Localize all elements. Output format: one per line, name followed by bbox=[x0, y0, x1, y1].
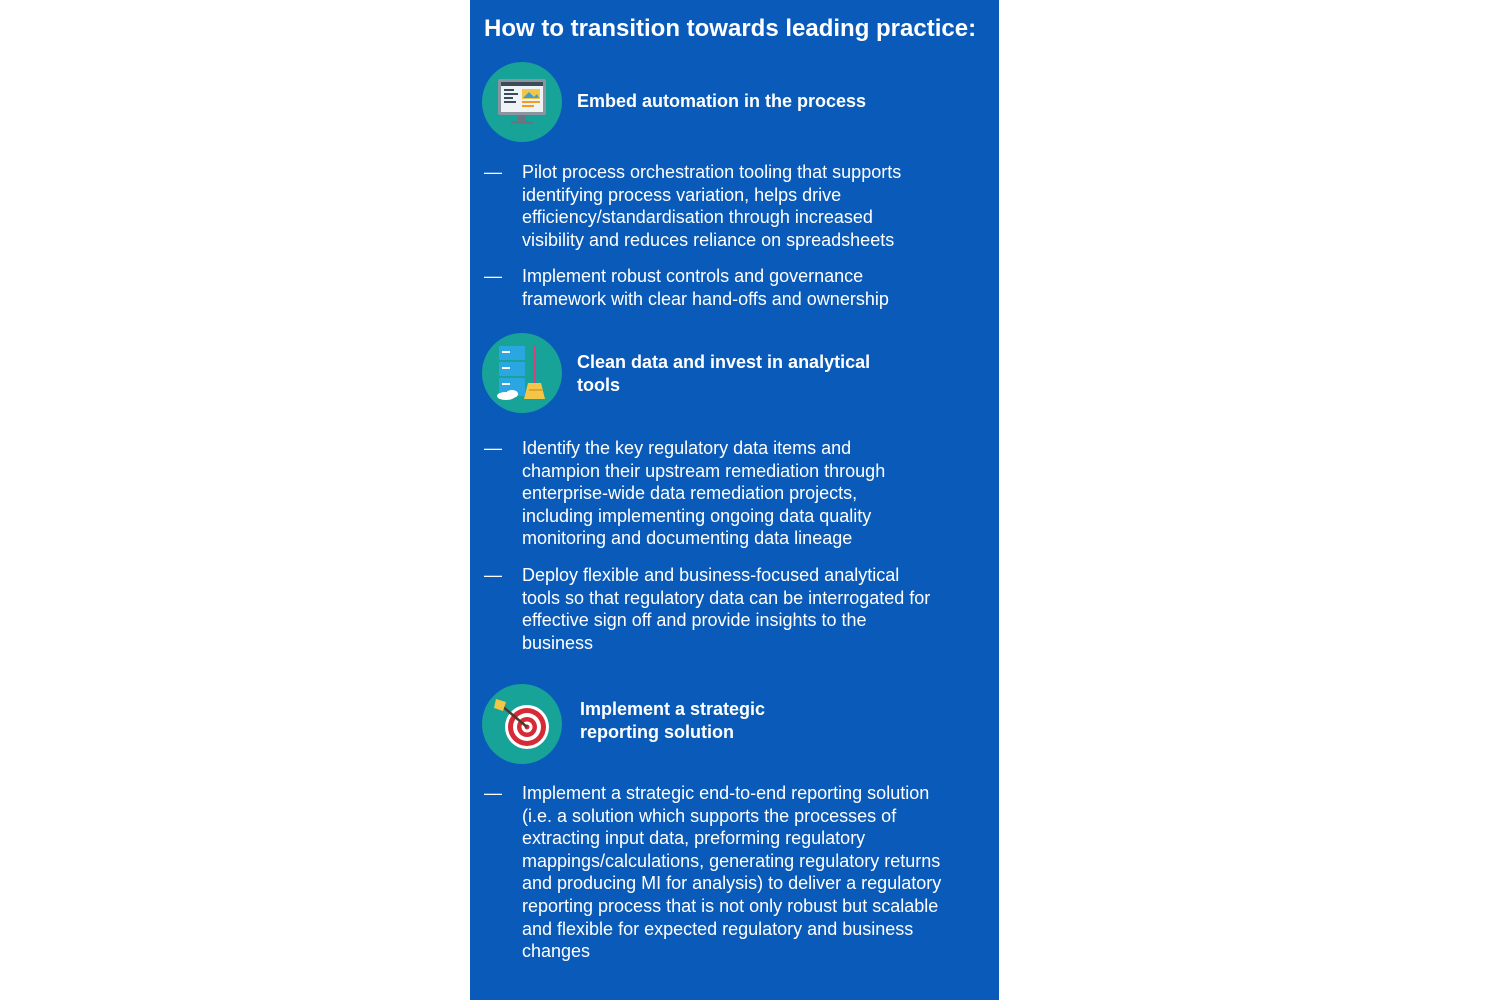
bullet-text: Deploy flexible and business-focused analytical tools so that regulatory data can be interrogated for effective sign off and provide insights to the business bbox=[522, 565, 931, 653]
bullet-dash: — bbox=[484, 565, 502, 585]
bullet-text: Implement a strategic end-to-end reporting solution (i.e. a solution which supports the processes of extracting input data, preforming regulatory mappings/calculations, generating regulatory returns and producing MI for analysis) to deliver a regulatory reporting process that is not only robust but scalable and flexible for expected regulatory and business changes bbox=[522, 783, 942, 962]
bullet-dash: — bbox=[484, 162, 502, 182]
info-panel bbox=[470, 0, 999, 1000]
server-broom-icon bbox=[482, 333, 562, 413]
section-heading: Clean data and invest in analytical tools bbox=[577, 352, 871, 395]
section-heading: Embed automation in the process bbox=[577, 91, 867, 111]
bullet-text: Implement robust controls and governance framework with clear hand-offs and ownership bbox=[522, 266, 889, 309]
section-reporting bbox=[482, 684, 982, 764]
page-title: How to transition towards leading practice: bbox=[484, 15, 977, 42]
bullet-text: Identify the key regulatory data items and champion their upstream remediation through enterprise-wide data remediation projects, including implementing ongoing data quality monitoring and documenting data lineage bbox=[522, 438, 886, 549]
section-automation bbox=[482, 62, 982, 142]
bullet-text: Pilot process orchestration tooling that supports identifying process variation, helps drive efficiency/standardisation through increased visibility and reduces reliance on spreadsheets bbox=[522, 162, 902, 250]
monitor-icon bbox=[482, 62, 562, 142]
section-heading: Implement a strategic reporting solution bbox=[580, 699, 766, 742]
bullet-dash: — bbox=[484, 438, 502, 458]
target-dart-icon bbox=[482, 684, 562, 764]
section-data bbox=[482, 333, 982, 413]
bullet-dash: — bbox=[484, 783, 502, 803]
bullet-dash: — bbox=[484, 266, 502, 286]
